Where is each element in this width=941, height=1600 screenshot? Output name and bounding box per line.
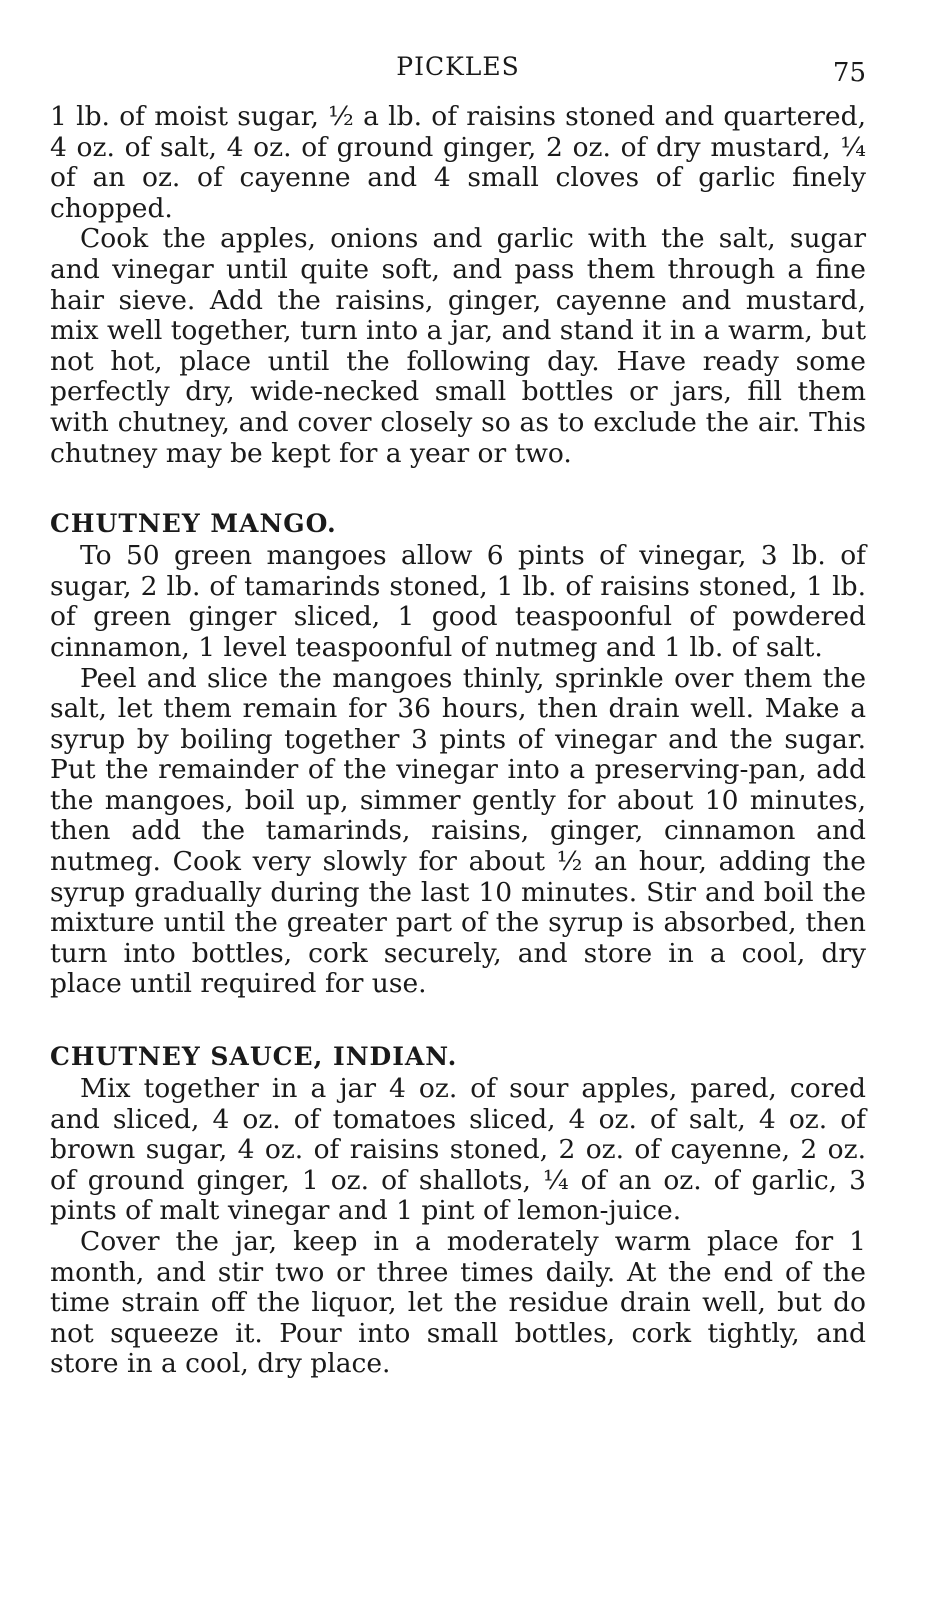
intro-section [50, 102, 866, 469]
ingredients-paragraph: Mix together in a jar 4 oz. of sour apples, pared, cored and sliced, 4 oz. of tomatoes sliced, 4 oz. of salt, 4 oz. of brown sugar, 4 oz. of raisins stoned, 2 oz. of cayenne, 2 oz. of ground ginger, 1 oz. of shallots, ¼ of an oz. of garlic, 3 pints of malt vinegar and 1 pint of lemon-juice. [50, 1073, 866, 1227]
book-page [50, 52, 866, 1380]
ingredients-continued: 1 lb. of moist sugar, ½ a lb. of raisins stoned and quartered, 4 oz. of salt, 4 oz. of ground ginger, 2 oz. of dry mustard, ¼ of an oz. of cayenne and 4 small cloves of garlic finely chopped. [50, 101, 866, 224]
page-number: 75 [832, 58, 866, 88]
method-paragraph: Cover the jar, keep in a moderately warm place for 1 month, and stir two or three times daily. At the end of the time strain off the liquor, let the residue drain well, but do not squeeze it. Pour into small bottles, cork tightly, and store in a cool, dry place. [50, 1226, 866, 1380]
page-header [50, 52, 866, 102]
method-paragraph: Peel and slice the mangoes thinly, sprinkle over them the salt, let them remain for 36 hours, then drain well. Make a syrup by boiling together 3 pints of vinegar and the sugar. Put the remainder of the vinegar into a preserving-pan, add the mangoes, boil up, simmer gently for about 10 minutes, then add the tamarinds, raisins, ginger, cinnamon and nutmeg. Cook very slowly for about ½ an hour, adding the syrup gradually during the last 10 minutes. Stir and boil the mixture until the greater part of the syrup is absorbed, then turn into bottles, cork securely, and store in a cool, dry place until required for use. [50, 662, 866, 1000]
recipe-title: CHUTNEY SAUCE, INDIAN. [50, 1042, 458, 1072]
recipe-chutney-sauce-indian [50, 1040, 866, 1380]
ingredients-paragraph: To 50 green mangoes allow 6 pints of vinegar, 3 lb. of sugar, 2 lb. of tamarinds stoned, 1 lb. of raisins stoned, 1 lb. of green ginger sliced, 1 good teaspoonful of powdered cinnamon, 1 level teaspoonful of nutmeg and 1 lb. of salt. [50, 540, 866, 663]
method-paragraph: Cook the apples, onions and garlic with the salt, sugar and vinegar until quite soft, and pass them through a fine hair sieve. Add the raisins, ginger, cayenne and mustard, mix well together, turn into a jar, and stand it in a warm, but not hot, place until the following day. Have ready some perfectly dry, wide-necked small bottles or jars, fill them with chutney, and cover closely so as to exclude the air. This chutney may be kept for a year or two. [50, 223, 866, 469]
recipe-chutney-mango [50, 507, 866, 1000]
running-title: PICKLES [396, 52, 520, 81]
recipe-title: CHUTNEY MANGO. [50, 509, 337, 539]
